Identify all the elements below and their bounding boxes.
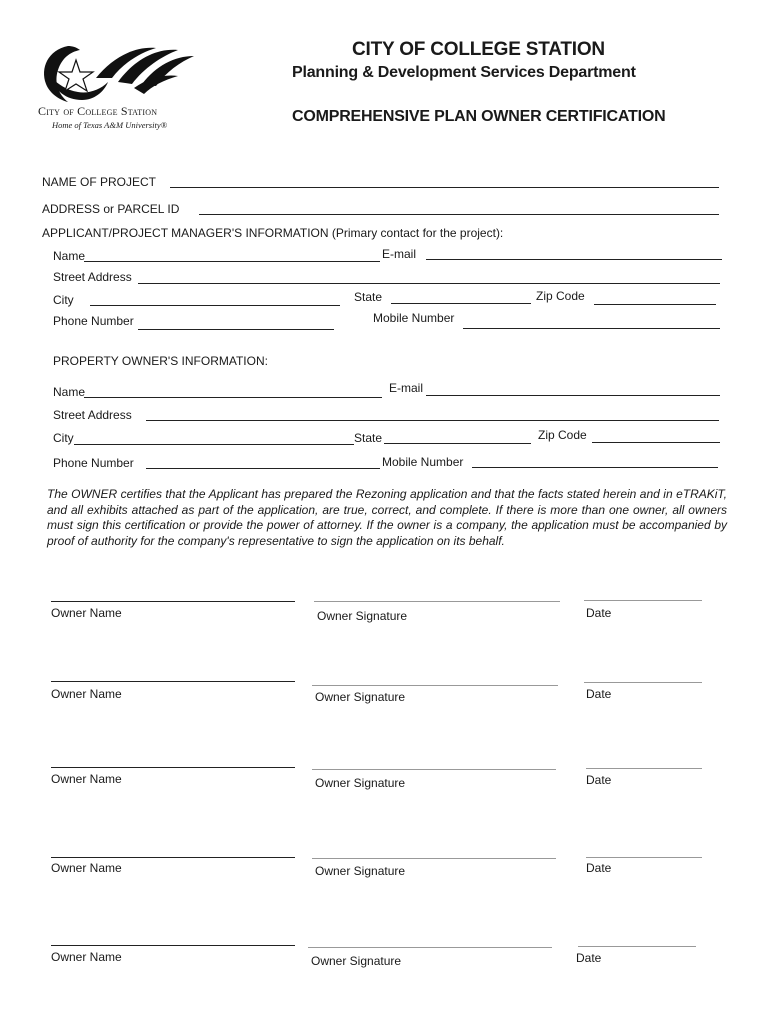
applicant-phone-label: Phone Number	[53, 314, 134, 328]
owner-name-signature-line[interactable]	[51, 601, 295, 602]
owner-signature-line[interactable]	[312, 858, 556, 859]
department-name: Planning & Development Services Department	[292, 64, 636, 81]
owner-name-caption: Owner Name	[51, 861, 122, 875]
applicant-heading: APPLICANT/PROJECT MANAGER'S INFORMATION (Primary contact for the project):	[42, 226, 504, 240]
city-logo	[38, 38, 198, 134]
applicant-state-field[interactable]	[391, 303, 531, 304]
owner-signature-caption: Owner Signature	[315, 864, 406, 878]
project-name-label: NAME OF PROJECT	[42, 175, 157, 189]
owner-name-caption: Owner Name	[51, 950, 122, 964]
applicant-mobile-field[interactable]	[463, 328, 720, 329]
applicant-mobile-label: Mobile Number	[373, 311, 455, 325]
applicant-street-label: Street Address	[53, 270, 132, 284]
owner-signature-line[interactable]	[314, 601, 560, 602]
applicant-zip-label: Zip Code	[536, 289, 585, 303]
project-name-field[interactable]	[170, 187, 719, 188]
date-caption: Date	[586, 606, 612, 620]
owner-email-field[interactable]	[426, 395, 720, 396]
owner-mobile-label: Mobile Number	[382, 455, 464, 469]
owner-name-signature-line[interactable]	[51, 681, 295, 682]
logo-city-name: City of College Station	[38, 104, 158, 118]
owner-phone-field[interactable]	[146, 468, 380, 469]
owner-zip-field[interactable]	[592, 442, 720, 443]
owner-name-label: Name	[53, 385, 86, 399]
owner-name-signature-line[interactable]	[51, 945, 295, 946]
owner-name-signature-line[interactable]	[51, 767, 295, 768]
owner-city-field[interactable]	[74, 444, 354, 445]
owner-signature-line[interactable]	[312, 685, 558, 686]
owner-name-caption: Owner Name	[51, 772, 122, 786]
owner-zip-label: Zip Code	[538, 428, 587, 442]
owner-name-field[interactable]	[84, 397, 382, 398]
address-field[interactable]	[199, 214, 719, 215]
owner-signature-caption: Owner Signature	[315, 690, 406, 704]
date-line[interactable]	[578, 946, 696, 947]
owner-signature-caption: Owner Signature	[315, 776, 406, 790]
logo-tagline: Home of Texas A&M University®	[52, 120, 168, 130]
applicant-phone-field[interactable]	[138, 329, 334, 330]
owner-state-field[interactable]	[384, 443, 531, 444]
applicant-street-field[interactable]	[138, 283, 720, 284]
star-swoosh-logo-icon	[38, 38, 198, 108]
page-title: CITY OF COLLEGE STATION	[352, 39, 605, 60]
owner-city-label: City	[53, 431, 74, 445]
date-caption: Date	[586, 861, 612, 875]
applicant-email-field[interactable]	[426, 259, 722, 260]
date-caption: Date	[586, 687, 612, 701]
address-label: ADDRESS or PARCEL ID	[42, 202, 180, 216]
owner-state-label: State	[354, 431, 383, 445]
applicant-name-label: Name	[53, 249, 86, 263]
owner-signature-line[interactable]	[312, 769, 556, 770]
owner-email-label: E-mail	[389, 381, 424, 395]
owner-phone-label: Phone Number	[53, 456, 134, 470]
certification-statement: The OWNER certifies that the Applicant has prepared the Rezoning application and that the facts stated herein and in eTRAKiT, and all exhibits attached as part of the application, are true, correct, and complete. If there is more than one owner, all owners must sign this certification or provide the power of attorney. If the owner is a company, the application must be accompanied by proof of authority for the company's representative to sign the application on its behalf.	[47, 487, 727, 548]
date-line[interactable]	[586, 768, 702, 769]
applicant-name-field[interactable]	[84, 261, 380, 262]
owner-signature-line[interactable]	[308, 947, 552, 948]
owner-name-caption: Owner Name	[51, 687, 122, 701]
owner-info-heading: PROPERTY OWNER'S INFORMATION:	[53, 354, 268, 368]
owner-signature-caption: Owner Signature	[317, 609, 408, 623]
date-line[interactable]	[584, 600, 702, 601]
date-line[interactable]	[584, 682, 702, 683]
applicant-city-field[interactable]	[90, 305, 340, 306]
owner-name-signature-line[interactable]	[51, 857, 295, 858]
applicant-zip-field[interactable]	[594, 304, 716, 305]
date-line[interactable]	[586, 857, 702, 858]
owner-street-field[interactable]	[146, 420, 719, 421]
date-caption: Date	[576, 951, 602, 965]
applicant-email-label: E-mail	[382, 247, 417, 261]
form-title: COMPREHENSIVE PLAN OWNER CERTIFICATION	[292, 108, 666, 125]
date-caption: Date	[586, 773, 612, 787]
owner-name-caption: Owner Name	[51, 606, 122, 620]
owner-signature-caption: Owner Signature	[311, 954, 402, 968]
applicant-state-label: State	[354, 290, 383, 304]
owner-mobile-field[interactable]	[472, 467, 718, 468]
owner-street-label: Street Address	[53, 408, 132, 422]
applicant-city-label: City	[53, 293, 74, 307]
